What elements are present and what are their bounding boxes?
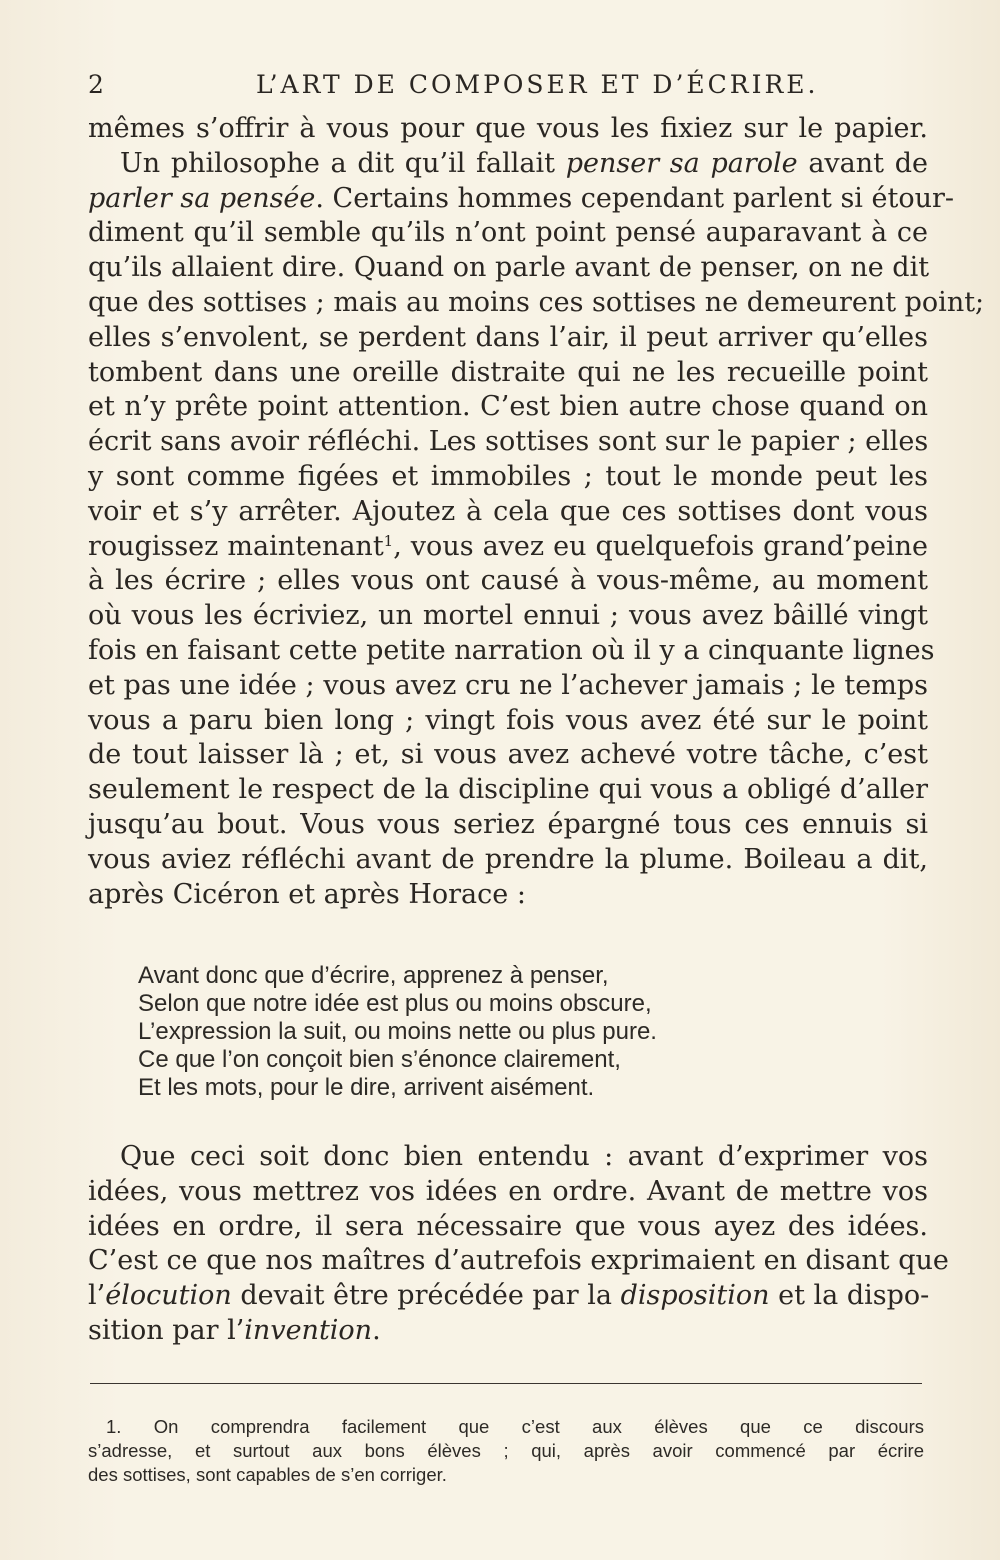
paragraph-2 [88,1140,949,1349]
verse-line: Ce que l’on conçoit bien s’énonce clairement, [138,1046,621,1073]
verse-line: Et les mots, pour le dire, arrivent aisément. [138,1074,595,1101]
verse-line: Avant donc que d’écrire, apprenez à penser, [138,962,609,989]
text-line: et n’y prête point attention. C’est bien autre chose quand on [88,391,928,423]
text-line: y sont comme figées et immobiles ; tout le monde peut les [88,460,928,492]
footnote-divider [90,1383,922,1384]
text-line: qu’ils allaient dire. Quand on parle avant de penser, on ne dit [88,252,930,284]
page-number: 2 [88,70,105,99]
paragraph-1 [88,112,985,912]
text-line: jusqu’au bout. Vous vous seriez épargné tous ces ennuis si [88,808,928,840]
text-line: idées, vous mettrez vos idées en ordre. Avant de mettre vos [88,1175,928,1207]
running-title: L’ART DE COMPOSER ET D’ÉCRIRE. [256,70,819,99]
text-line: elles s’envolent, se perdent dans l’air, il peut arriver qu’elles [88,321,928,353]
text-line: que des sottises ; mais au moins ces sottises ne demeurent point; [88,286,985,318]
text-line: seulement le respect de la discipline qui vous a obligé d’aller [88,774,928,806]
text-line: de tout laisser là ; et, si vous avez achevé votre tâche, c’est [88,739,928,771]
text-line: à les écrire ; elles vous ont causé à vous-même, au moment [88,565,928,597]
text-line: fois en faisant cette petite narration où il y a cinquante lignes [88,634,935,666]
text-line: sition par l’invention. [88,1314,381,1346]
verse-line: L’expression la suit, ou moins nette ou plus pure. [138,1018,657,1045]
text-line: écrit sans avoir réfléchi. Les sottises sont sur le papier ; elles [88,426,929,458]
quoted-verse [138,962,838,1102]
text-line: mêmes s’offrir à vous pour que vous les fixiez sur le papier. [88,113,928,144]
footnote-line: s’adresse, et surtout aux bons élèves ; qui, après avoir commencé par écrire [88,1440,924,1461]
text-line: après Cicéron et après Horace : [88,878,526,910]
text-line: l’élocution devait être précédée par la disposition et la dispo- [88,1280,930,1312]
text-line: diment qu’il semble qu’ils n’ont point pensé auparavant à ce [88,217,928,249]
text-line: tombent dans une oreille distraite qui ne les recueille point [88,356,928,388]
text-line: C’est ce que nos maîtres d’autrefois exprimaient en disant que [88,1245,949,1277]
text-line: Que ceci soit donc bien entendu : avant d’exprimer vos [120,1141,928,1172]
text-line: parler sa pensée. Certains hommes cependant parlent si étour- [88,182,955,214]
footnote-line: 1. On comprendra facilement que c’est aux élèves que ce discours [106,1416,924,1437]
verse-line: Selon que notre idée est plus ou moins obscure, [138,990,652,1017]
text-line: Un philosophe a dit qu’il fallait penser sa parole avant de [120,147,928,179]
text-line: idées en ordre, il sera nécessaire que vous ayez des idées. [88,1210,928,1242]
footnote-line: des sottises, sont capables de s’en corriger. [88,1464,447,1485]
text-line: et pas une idée ; vous avez cru ne l’achever jamais ; le temps [88,669,928,701]
page-header [88,70,928,106]
text-line: voir et s’y arrêter. Ajoutez à cela que ces sottises dont vous [88,495,928,527]
text-line: vous aviez réfléchi avant de prendre la plume. Boileau a dit, [88,843,928,875]
text-line: vous a paru bien long ; vingt fois vous avez été sur le point [88,704,928,736]
footnote [88,1415,924,1487]
text-line: rougissez maintenant$^1$, vous avez eu quelquefois grand’peine [88,530,928,562]
text-line: où vous les écriviez, un mortel ennui ; vous avez bâillé vingt [88,600,928,632]
